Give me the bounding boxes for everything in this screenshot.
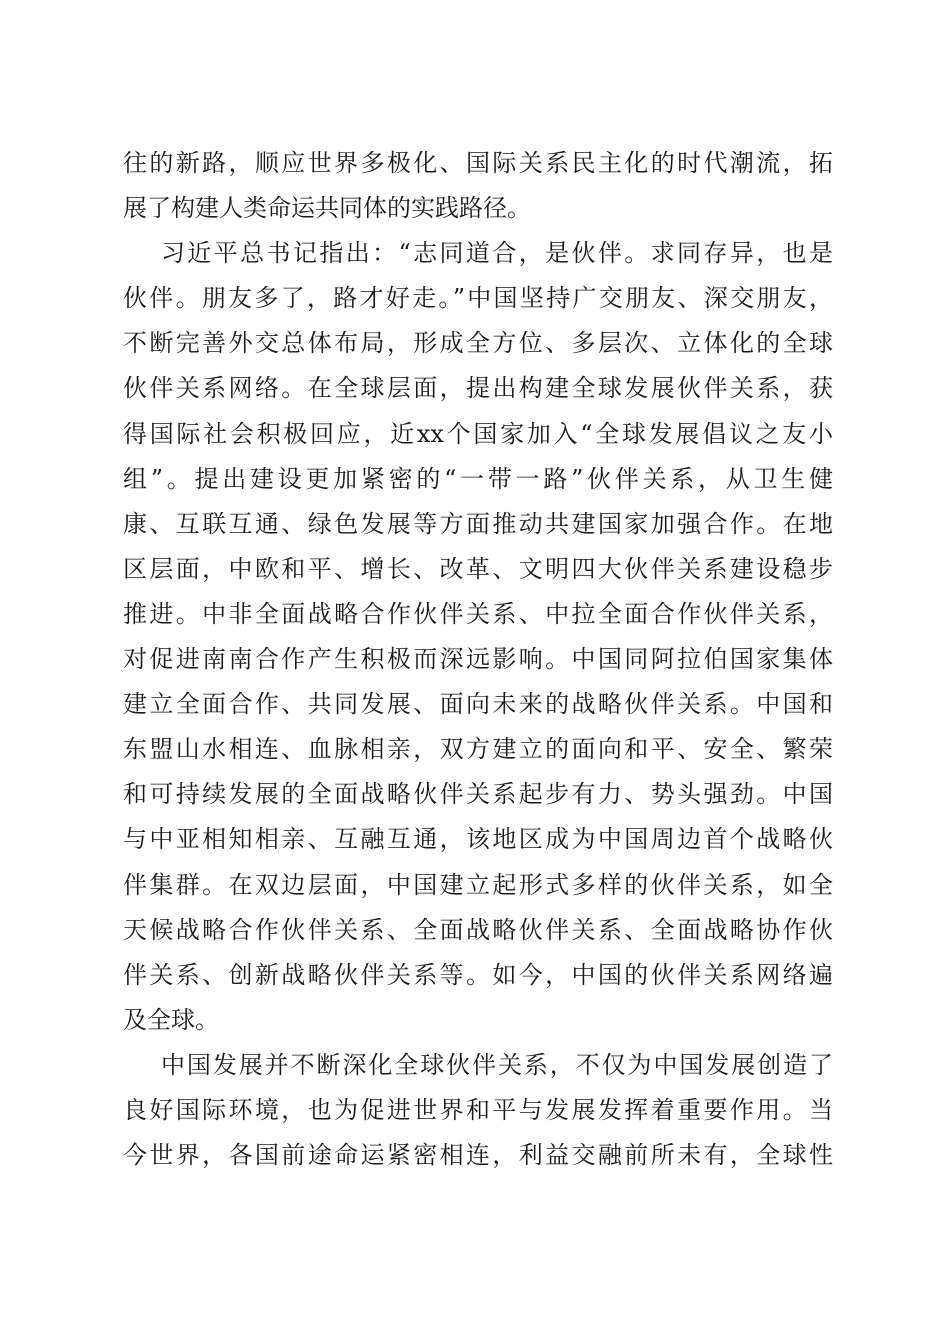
paragraph-2 xyxy=(123,231,833,1043)
text-line: 今世界，各国前途命运紧密相连，利益交融前所未有，全球性 xyxy=(123,1141,833,1170)
text-line: 伴关系、创新战略伙伴关系等。如今，中国的伙伴关系网络遍 xyxy=(123,960,833,989)
text-line: 展了构建人类命运共同体的实践路径。 xyxy=(123,194,531,223)
text-line: 与中亚相知相亲、互融互通，该地区成为中国周边首个战略伙 xyxy=(123,825,833,854)
text-line: 东盟山水相连、血脉相亲，双方建立的面向和平、安全、繁荣 xyxy=(123,735,833,764)
text-line: 伙伴。朋友多了，路才好走。”中国坚持广交朋友、深交朋友， xyxy=(123,284,833,313)
text-line: 康、互联互通、绿色发展等方面推动共建国家加强合作。在地 xyxy=(123,509,833,538)
text-line: 得国际社会积极回应，近xx个国家加入“全球发展倡议之友小 xyxy=(123,419,833,448)
text-line: 和可持续发展的全面战略伙伴关系起步有力、势头强劲。中国 xyxy=(123,780,833,809)
text-line: 及全球。 xyxy=(123,1005,219,1034)
text-line: 推进。中非全面战略合作伙伴关系、中拉全面合作伙伴关系， xyxy=(123,599,833,628)
text-line: 建立全面合作、共同发展、面向未来的战略伙伴关系。中国和 xyxy=(123,690,833,719)
text-line: 良好国际环境，也为促进世界和平与发展发挥着重要作用。当 xyxy=(123,1095,833,1124)
text-line: 伙伴关系网络。在全球层面，提出构建全球发展伙伴关系，获 xyxy=(123,374,833,403)
body-text xyxy=(123,141,833,1178)
text-line: 对促进南南合作产生积极而深远影响。中国同阿拉伯国家集体 xyxy=(123,645,833,674)
text-line: 往的新路，顺应世界多极化、国际关系民主化的时代潮流，拓 xyxy=(123,149,833,177)
text-line: 习近平总书记指出：“志同道合，是伙伴。求同存异，也是 xyxy=(161,239,833,268)
text-line: 伴集群。在双边层面，中国建立起形式多样的伙伴关系，如全 xyxy=(123,870,833,899)
paragraph-3 xyxy=(123,1043,833,1178)
text-line: 区层面，中欧和平、增长、改革、文明四大伙伴关系建设稳步 xyxy=(123,554,833,583)
text-line: 组”。提出建设更加紧密的“一带一路”伙伴关系，从卫生健 xyxy=(123,464,833,493)
text-line: 不断完善外交总体布局，形成全方位、多层次、立体化的全球 xyxy=(123,329,833,358)
text-line: 中国发展并不断深化全球伙伴关系，不仅为中国发展创造了 xyxy=(161,1050,833,1079)
text-line: 天候战略合作伙伴关系、全面战略伙伴关系、全面战略协作伙 xyxy=(123,915,833,944)
paragraph-1 xyxy=(123,141,833,231)
